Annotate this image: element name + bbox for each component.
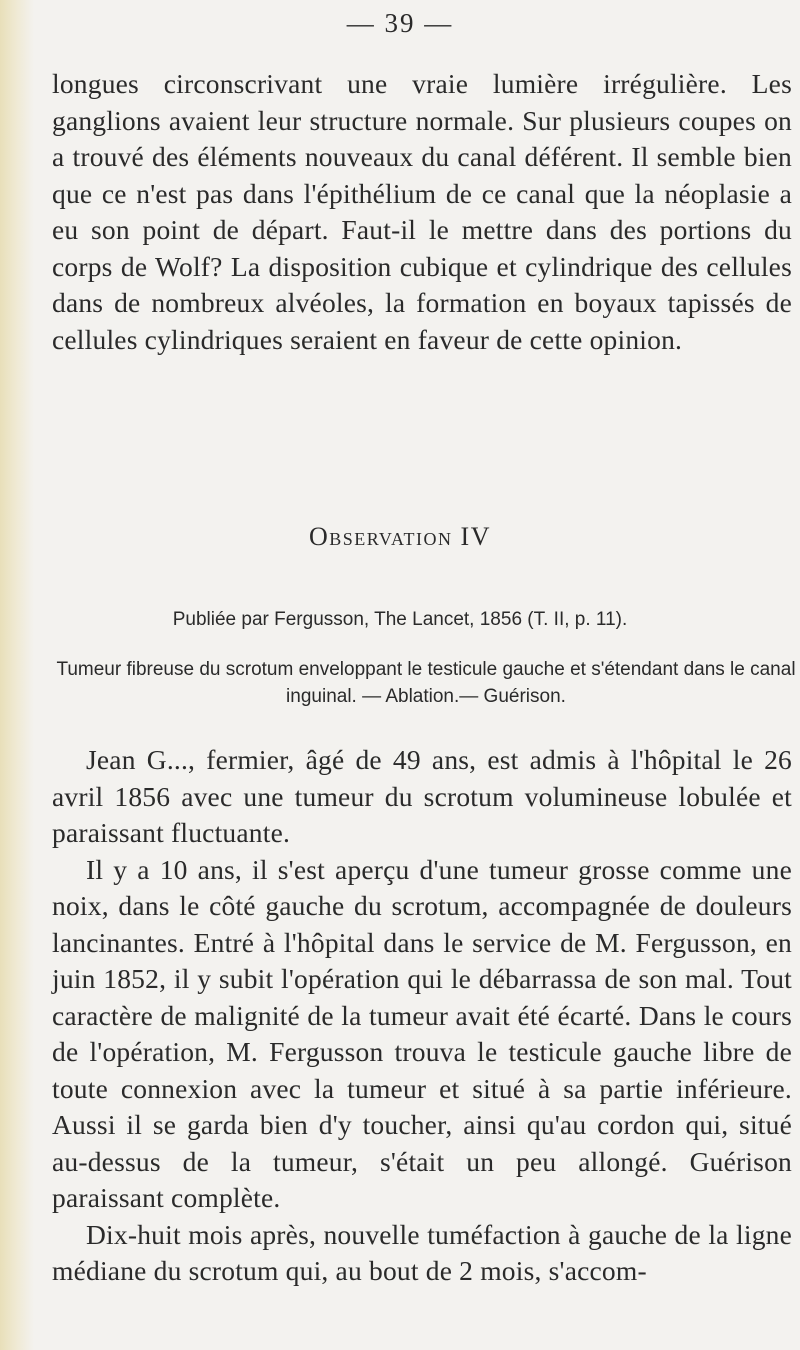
case-summary: Tumeur fibreuse du scrotum enveloppant le testicule gauche et s'étendant dans le canal inguinal. — Ablation.— Guérison. bbox=[56, 659, 796, 707]
case-paragraph: Dix-huit mois après, nouvelle tuméfaction à gauche de la ligne médiane du scrotum qui, au bout de 2 mois, s'accom- bbox=[52, 1218, 792, 1286]
publication-reference: Publiée par Fergusson, The Lancet, 1856 (T. II, p. 11). bbox=[172, 609, 628, 630]
intro-paragraph-block bbox=[52, 66, 792, 358]
intro-paragraph: longues circonscrivant une vraie lumière irrégulière. Les ganglions avaient leur structure normale. Sur plusieurs coupes on a trouvé des éléments nouveaux du canal déférent. Il semble bien que ce n'est pas dans l'épithélium de ce canal que la néoplasie a eu son point de départ. Faut-il le mettre dans des portions du corps de Wolf? La disposition cubique et cylindrique des cellules dans de nombreux alvéoles, la formation en boyaux tapissés de cellules cylindriques seraient en faveur de cette opinion. bbox=[52, 68, 792, 355]
case-paragraph: Jean G..., fermier, âgé de 49 ans, est admis à l'hôpital le 26 avril 1856 avec une tumeur du scrotum volumineuse lobulée et paraissant fluctuante. bbox=[52, 744, 792, 848]
case-body bbox=[52, 742, 792, 1290]
page-number: — 39 — bbox=[346, 8, 454, 38]
observation-title: Observation IV bbox=[309, 522, 491, 551]
case-paragraph: Il y a 10 ans, il s'est aperçu d'une tumeur grosse comme une noix, dans le côté gauche du scrotum, accompagnée de douleurs lancinantes. Entré à l'hôpital dans le service de M. Fergusson, en juin 1852, il y subit l'opération qui le débarrassa de son mal. Tout caractère de malignité de la tumeur avait été écarté. Dans le cours de l'opération, M. Fergusson trouva le testicule gauche libre de toute connexion avec la tumeur et situé à sa partie inférieure. Aussi il se garda bien d'y toucher, ainsi qu'au cordon qui, situé au-dessus de la tumeur, s'était un peu allongé. Guérison paraissant complète. bbox=[52, 853, 792, 1213]
